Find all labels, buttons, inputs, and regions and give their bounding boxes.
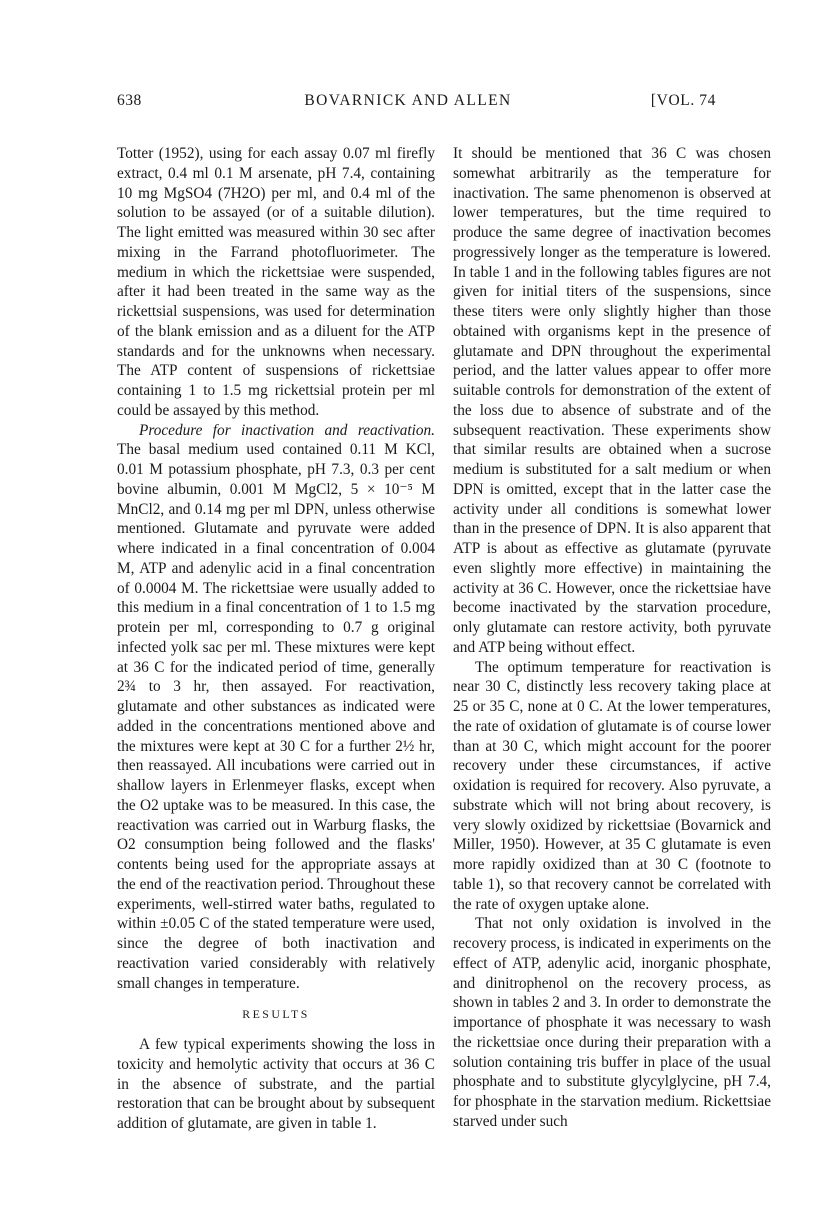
running-header — [0, 92, 816, 116]
right-column — [453, 144, 771, 1132]
subheading-procedure: Procedure for inactivation and reactivation. — [139, 421, 435, 439]
paragraph-results-intro: A few typical experiments showing the loss in toxicity and hemolytic activity that occurs at 36 C in the absence of substrate, and the partial restoration that can be brought about by subsequent addition of glutamate, are given in table 1. — [117, 1036, 435, 1132]
volume-label: [VOL. 74 — [650, 92, 716, 109]
paragraph-recovery-process: That not only oxidation is involved in the recovery process, is indicated in experiments on the effect of ATP, adenylic acid, inorganic phosphate, and dinitrophenol on the recovery process, as shown in tables 2 and 3. In order to demonstrate the importance of phosphate it was necessary to wash the rickettsiae once during their preparation with a solution containing tris buffer in place of the usual phosphate and to substitute glycylglycine, pH 7.4, for phosphate in the starvation medium. Rickettsiae starved under such — [453, 915, 771, 1130]
left-column — [117, 144, 435, 1134]
section-heading-results: RESULTS — [242, 1007, 310, 1022]
paragraph-optimum-temperature: The optimum temperature for reactivation is near 30 C, distinctly less recovery taking place at 25 or 35 C, none at 0 C. At the lower temperatures, the rate of oxidation of glutamate is of course lower than at 30 C, which might account for the poorer recovery under these circumstances, if active oxidation is required for recovery. Also pyruvate, a substrate which will not bring about recovery, is very slowly oxidized by rickettsiae (Bovarnick and Miller, 1950). However, at 35 C glutamate is even more rapidly oxidized than at 30 C (footnote to table 1), so that recovery cannot be correlated with the rate of oxygen uptake alone. — [453, 658, 771, 913]
page-number: 638 — [117, 92, 142, 109]
paragraph-procedure — [117, 421, 435, 994]
paragraph-temperature: It should be mentioned that 36 C was chosen somewhat arbitrarily as the temperature for inactivation. The same phenomenon is observed at lower temperatures, but the time required to produce the same degree of inactivation becomes progressively longer as the temperature is lowered. In table 1 and in the following tables figures are not given for initial titers of the suspensions, since these titers were only slightly higher than those obtained with organisms kept in the presence of glutamate and DPN throughout the experimental period, and the latter values appear to offer more suitable controls for demonstration of the extent of the loss due to absence of substrate and of the subsequent reactivation. These experiments show that similar results are obtained when a sucrose medium is substituted for a salt medium or when DPN is omitted, except that in the latter case the activity under all conditions is somewhat lower than in the presence of DPN. It is also apparent that ATP is about as effective as glutamate (pyruvate even slightly more effective) in maintaining the activity at 36 C. However, once the rickettsiae have become inactivated by the starvation procedure, only glutamate can restore activity, both pyruvate and ATP being without effect. — [453, 145, 771, 656]
running-title: BOVARNICK AND ALLEN — [304, 92, 512, 109]
paragraph-assay-method: Totter (1952), using for each assay 0.07 ml firefly extract, 0.4 ml 0.1 M arsenate, pH 7.4, containing 10 mg MgSO4 (7H2O) per ml, and 0.4 ml of the solution to be assayed (or of a suitable dilution). The light emitted was measured within 30 sec after mixing in the Farrand photofluorimeter. The medium in which the rickettsiae were suspended, after it had been treated in the same way as the rickettsial suspensions, was used for determination of the blank emission and as a diluent for the ATP standards and for the unknowns when necessary. The ATP content of suspensions of rickettsiae containing 1 to 1.5 mg rickettsial protein per ml could be assayed by this method. — [117, 145, 435, 419]
procedure-text: The basal medium used contained 0.11 M KCl, 0.01 M potassium phosphate, pH 7.3, 0.3 per cent bovine albumin, 0.001 M MgCl2, 5 × 10⁻⁵ M MnCl2, and 0.14 mg per ml DPN, unless otherwise mentioned. Glutamate and pyruvate were added where indicated in a final concentration of 0.004 M, ATP and adenylic acid in a final concentration of 0.0004 M. The rickettsiae were usually added to this medium in a final concentration of 1 to 1.5 mg protein per ml, corresponding to 0.7 g original infected yolk sac per ml. These mixtures were kept at 36 C for the indicated period of time, generally 2¾ to 3 hr, then assayed. For reactivation, glutamate and other substances as indicated were added in the concentrations mentioned above and the mixtures were kept at 30 C for a further 2½ hr, then reassayed. All incubations were carried out in shallow layers in Erlenmeyer flasks, except when the O2 uptake was to be measured. In this case, the reactivation was carried out in Warburg flasks, the O2 consumption being followed and the flasks' contents being used for the appropriate assays at the end of the reactivation period. Throughout these experiments, well-stirred water baths, regulated to within ±0.05 C of the stated temperature were used, since the degree of both inactivation and reactivation varied considerably with relatively small changes in temperature. — [117, 441, 435, 992]
